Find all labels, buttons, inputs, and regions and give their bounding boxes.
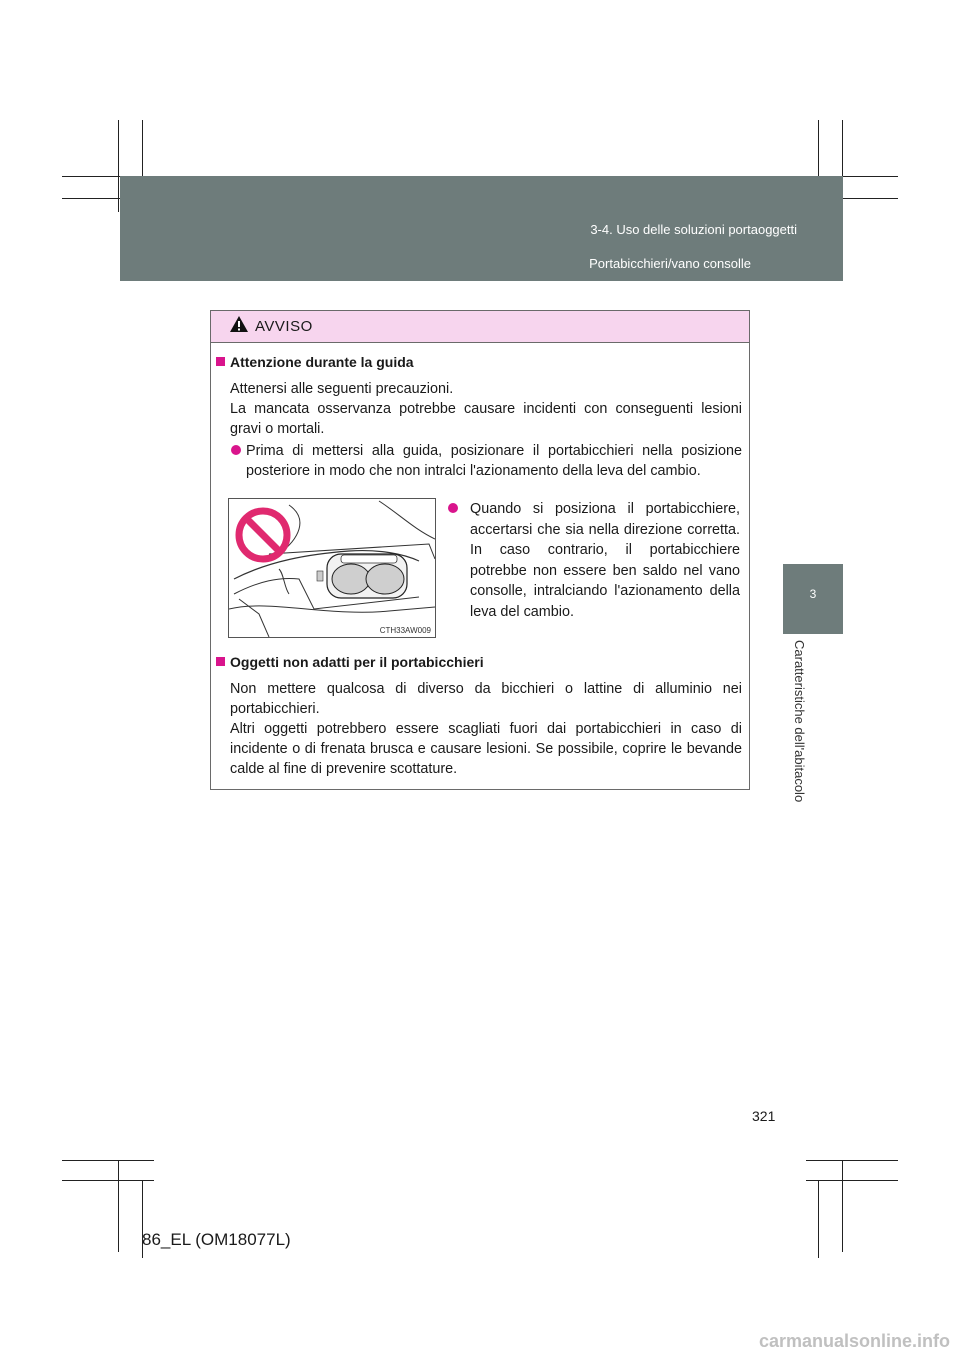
body-paragraph: Altri oggetti potrebbero essere scagliati fuori dai portabicchieri in caso di incidente o di frenata brusca e causare lesioni. Se possibile, coprire le bevande calde al fine di prevenire scottature. — [230, 721, 742, 777]
chapter-label: Caratteristiche dell'abitacolo — [792, 640, 807, 803]
warning-header — [211, 311, 749, 343]
chapter-number: 3 — [809, 587, 817, 601]
prohibition-icon — [235, 507, 291, 568]
crop-mark — [842, 1160, 843, 1252]
crop-mark — [118, 1160, 119, 1252]
cupholder-illustration — [228, 498, 436, 638]
bullet-paragraph: Prima di mettersi alla guida, posizionare il portabicchieri nella posizione posteriore in modo che non intralci l'azionamento della leva del cambio. — [246, 443, 742, 479]
header-band — [120, 176, 843, 281]
watermark: carmanualsonline.info — [758, 1331, 950, 1351]
bullet-paragraph: Quando si posiziona il portabicchiere, accertarsi che sia nella direzione corretta. In caso contrario, il portabicchiere potrebbe non essere ben saldo nel vano consolle, intralciando l'azionamento della leva del cambio. — [470, 501, 740, 620]
crop-mark — [806, 1180, 898, 1181]
chapter-tab — [783, 564, 843, 634]
crop-mark — [818, 1180, 819, 1258]
crop-mark — [62, 1180, 154, 1181]
warning-triangle-icon — [229, 315, 249, 338]
header-section-title: 3-4. Uso delle soluzioni portaoggetti — [590, 222, 797, 237]
page-number: 321 — [752, 1108, 776, 1124]
intro-paragraph: La mancata osservanza potrebbe causare incidenti con conseguenti lesioni gravi o mortali. — [230, 401, 742, 437]
illustration-code: CTH33AW009 — [379, 626, 431, 635]
warning-title: AVVISO — [255, 318, 313, 335]
bullet-dot-icon — [448, 503, 458, 513]
bullet-dot-icon — [231, 445, 241, 455]
footer-manual-code: 86_EL (OM18077L) — [142, 1230, 291, 1249]
section-title-text: Oggetti non adatti per il portabicchieri — [230, 654, 484, 670]
body-paragraph: Non mettere qualcosa di diverso da bicchieri o lattine di alluminio nei portabicchieri. — [230, 681, 742, 717]
section-title — [216, 654, 484, 670]
section-title-text: Attenzione durante la guida — [230, 354, 414, 370]
square-bullet-icon — [216, 357, 225, 366]
crop-mark — [62, 1160, 154, 1161]
section-title — [216, 354, 414, 370]
intro-line: Attenersi alle seguenti precauzioni. — [230, 381, 454, 397]
square-bullet-icon — [216, 657, 225, 666]
crop-mark — [806, 1160, 898, 1161]
header-subsection-title: Portabicchieri/vano consolle — [589, 256, 751, 271]
